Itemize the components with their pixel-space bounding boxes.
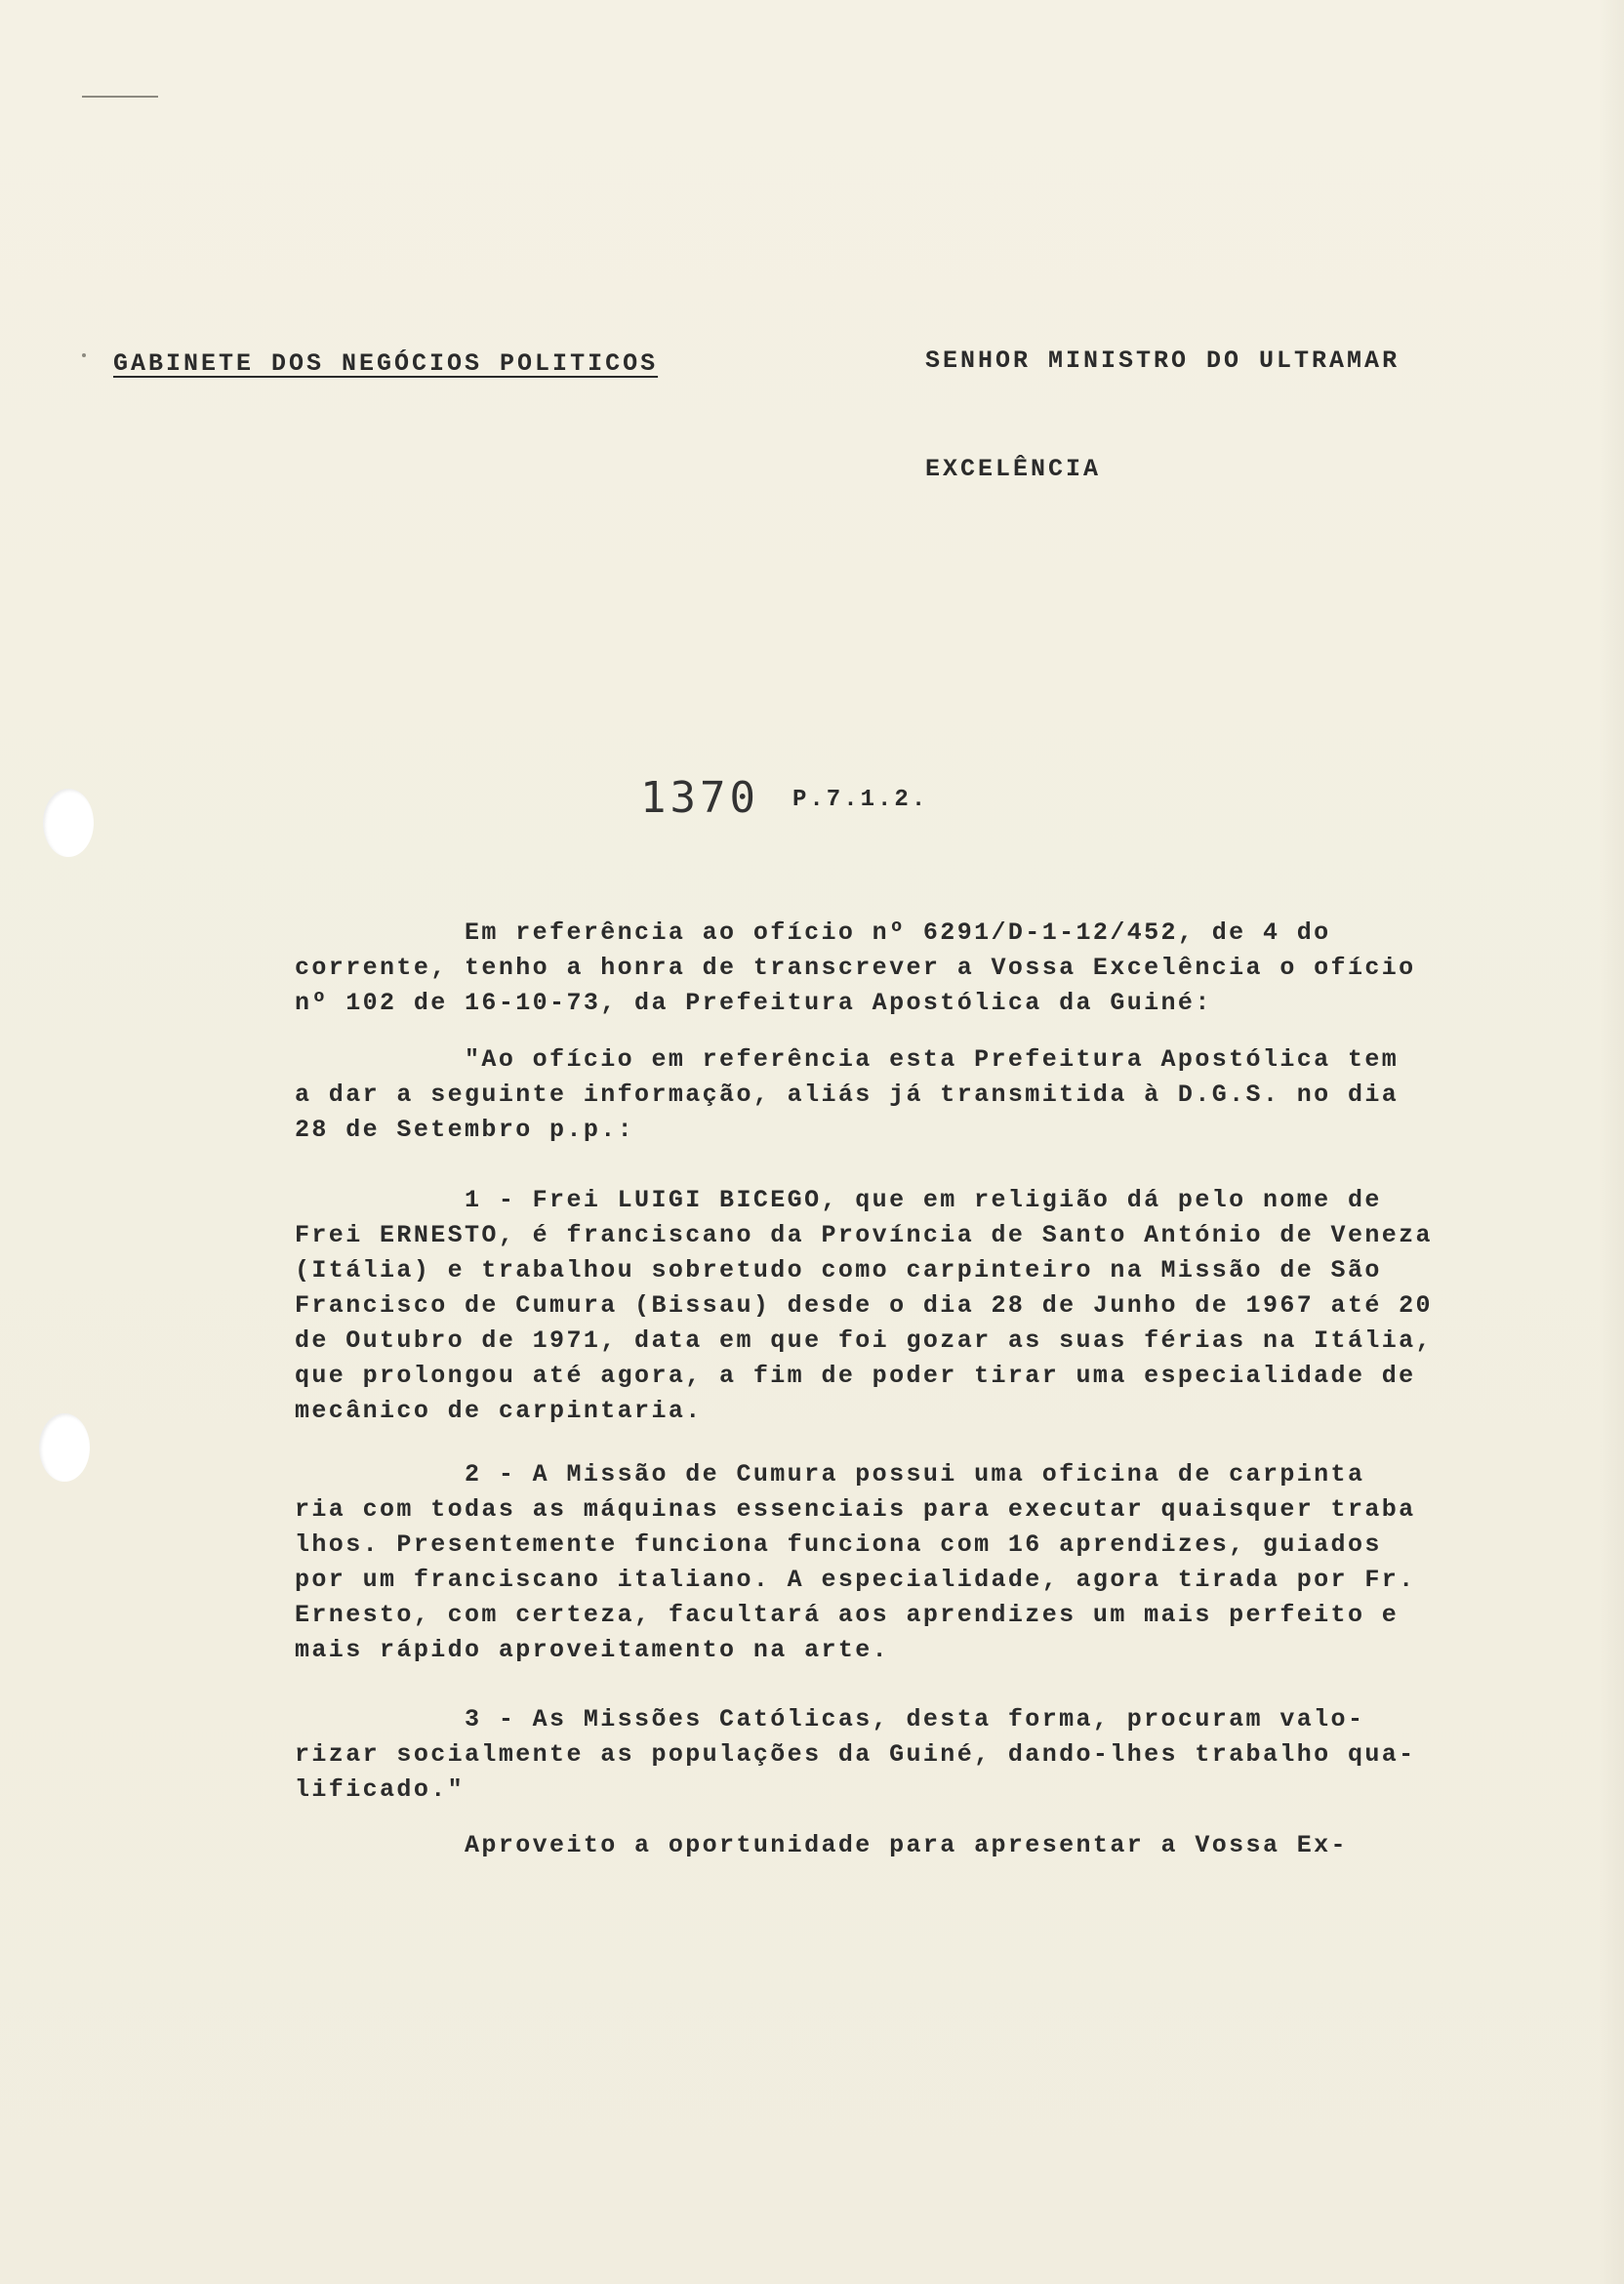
paragraph-line: mais rápido aproveitamento na arte. [295,1636,890,1664]
intro-paragraph [295,916,1563,1021]
paragraph-line: a dar a seguinte informação, aliás já transmitida à D.G.S. no dia [295,1081,1400,1109]
paragraph-line: "Ao ofício em referência esta Prefeitura Apostólica tem [295,1045,1400,1074]
paragraph-line: Frei ERNESTO, é franciscano da Província de Santo António de Veneza [295,1221,1433,1249]
quote-intro-paragraph [295,1042,1563,1148]
reference-number: 1370 [640,773,759,823]
paragraph-line: 1 - Frei LUIGI BICEGO, que em religião dá pelo nome de [295,1186,1382,1214]
paragraph-line: nº 102 de 16-10-73, da Prefeitura Apostólica da Guiné: [295,989,1212,1017]
paragraph-line: rizar socialmente as populações da Guiné, dando-lhes trabalho qua- [295,1740,1416,1769]
punch-hole-top [43,789,94,857]
closing-paragraph [295,1828,1563,1863]
paragraph-line: Francisco de Cumura (Bissau) desde o dia 28 de Junho de 1967 até 20 [295,1291,1433,1320]
item-2-paragraph [295,1457,1563,1668]
paragraph-line: Aproveito a oportunidade para apresentar a Vossa Ex- [295,1831,1348,1859]
paragraph-line: 3 - As Missões Católicas, desta forma, procuram valo- [295,1705,1365,1733]
page-edge-shadow [1599,0,1624,2284]
paragraph-line: (Itália) e trabalhou sobretudo como carpinteiro na Missão de São [295,1256,1382,1285]
paragraph-line: Ernesto, com certeza, facultará aos aprendizes um mais perfeito e [295,1601,1400,1629]
paragraph-line: ria com todas as máquinas essenciais para executar quaisquer traba [295,1495,1416,1524]
addressee-line: SENHOR MINISTRO DO ULTRAMAR [925,347,1401,375]
paragraph-line: 28 de Setembro p.p.: [295,1116,635,1144]
margin-dot [82,353,86,357]
paragraph-line: Em referência ao ofício nº 6291/D-1-12/452, de 4 do [295,918,1331,947]
margin-mark [82,96,158,98]
item-3-paragraph [295,1702,1563,1808]
paragraph-line: mecânico de carpintaria. [295,1397,703,1425]
item-1-paragraph [295,1183,1563,1429]
punch-hole-bottom [39,1413,90,1482]
paragraph-line: 2 - A Missão de Cumura possui uma oficina de carpinta [295,1460,1365,1489]
paragraph-line: de Outubro de 1971, data em que foi gozar as suas férias na Itália, [295,1326,1433,1355]
salutation: EXCELÊNCIA [925,455,1102,483]
department-heading: GABINETE DOS NEGÓCIOS POLITICOS [113,349,659,378]
paragraph-line: lificado." [295,1775,466,1804]
paragraph-line: lhos. Presentemente funciona funciona com 16 aprendizes, guiados [295,1530,1382,1559]
paragraph-line: por um franciscano italiano. A especialidade, agora tirada por Fr. [295,1566,1416,1594]
paragraph-line: corrente, tenho a honra de transcrever a Vossa Excelência o ofício [295,954,1416,982]
paragraph-line: que prolongou até agora, a fim de poder tirar uma especialidade de [295,1362,1416,1390]
reference-code: P.7.1.2. [792,787,929,813]
